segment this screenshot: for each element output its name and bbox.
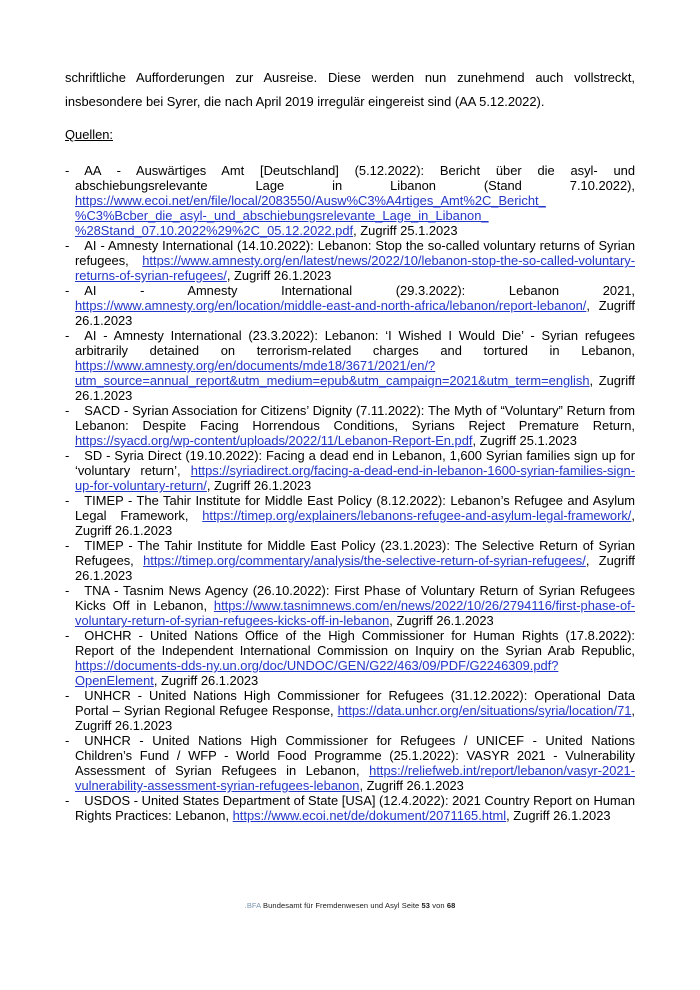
source-item-tna <box>65 583 635 628</box>
source-text: AI - Amnesty International (14.10.2022): Lebanon: Stop the so-called voluntary returns of Syrian refugees, <box>75 238 635 268</box>
source-link[interactable]: https://reliefweb.int/report/lebanon/vasyr-2021-vulnerability-assessment-syrian-refugees-lebanon <box>75 763 635 793</box>
source-access-text: , Zugriff 26.1.2023 <box>75 553 635 583</box>
sources-heading: Quellen: <box>65 127 114 142</box>
source-access-text: , Zugriff 26.1.2023 <box>153 673 259 688</box>
source-text: USDOS - United States Department of State [USA] (12.4.2022): 2021 Country Report on Human Rights Practices: Lebanon, <box>75 793 635 823</box>
bullet-dash: - <box>65 163 70 178</box>
bfa-logo: BFA <box>246 901 261 910</box>
bullet-dash: - <box>65 403 70 418</box>
source-text: UNHCR - United Nations High Commissioner for Refugees (31.12.2022): Operational Data Portal – Syrian Regional Refugee Response, <box>75 688 635 718</box>
source-text: AA - Auswärtiges Amt [Deutschland] (5.12.2022): Bericht über die asyl- und abschiebungsrelevante Lage in Libanon (Stand 7.10.2022), <box>75 163 635 193</box>
footer-page-label: Seite <box>401 901 422 910</box>
bullet-dash: - <box>65 493 70 508</box>
source-link[interactable]: https://www.ecoi.net/de/dokument/2071165.html <box>232 808 507 823</box>
source-access-text: , Zugriff 26.1.2023 <box>206 478 312 493</box>
source-link[interactable]: https://timep.org/commentary/analysis/the-selective-return-of-syrian-refugees/ <box>143 553 586 568</box>
source-text: TIMEP - The Tahir Institute for Middle East Policy (8.12.2022): Lebanon’s Refugee and Asylum Legal Framework, <box>75 493 635 523</box>
source-link[interactable]: https://syriadirect.org/facing-a-dead-end-in-lebanon-1600-syrian-families-sign-up-for-voluntary-return/ <box>75 463 635 493</box>
source-access-text: , Zugriff 26.1.2023 <box>75 373 635 403</box>
source-text: AI - Amnesty International (23.3.2022): Lebanon: ‘I Wished I Would Die’ - Syrian refugees arbitrarily detained on terrorism-related charges and tortured in Lebanon, <box>75 328 635 358</box>
source-link[interactable]: https://www.ecoi.net/en/file/local/2083550/Ausw%C3%A4rtiges_Amt%2C_Bericht_ %C3%Bcber_die_asyl-_und_abschiebungsrelevante_Lage_in_Libanon_ %28Stand_07.10.2022%29%2C_05.12.2022.pdf <box>75 193 546 238</box>
page-footer <box>0 901 700 911</box>
bfa-logo-dot: . <box>244 901 247 910</box>
source-access-text: , Zugriff 26.1.2023 <box>75 298 635 328</box>
source-item-ai-1 <box>65 238 635 283</box>
source-access-text: , Zugriff 25.1.2023 <box>472 433 577 448</box>
bullet-dash: - <box>65 328 70 343</box>
source-item-sacd <box>65 403 635 448</box>
source-item-ai-3 <box>65 328 635 403</box>
bullet-dash: - <box>65 448 70 463</box>
source-access-text: , Zugriff 26.1.2023 <box>506 808 611 823</box>
source-link[interactable]: https://www.amnesty.org/en/documents/mde18/3671/2021/en/? utm_source=annual_report&utm_medium=epub&utm_campaign=2021&utm_term=english <box>75 358 590 388</box>
source-link[interactable]: https://www.tasnimnews.com/en/news/2022/10/26/2794116/first-phase-of-voluntary-return-of-syrian-refugees-kicks-off-in-lebanon <box>75 598 635 628</box>
source-link[interactable]: https://www.amnesty.org/en/latest/news/2022/10/lebanon-stop-the-so-called-voluntary-returns-of-syrian-refugees/ <box>75 253 635 283</box>
bullet-dash: - <box>65 238 70 253</box>
bullet-dash: - <box>65 733 70 748</box>
footer-page-total: 68 <box>446 901 456 910</box>
footer-page-number: 53 <box>421 901 431 910</box>
source-text: AI - Amnesty International (29.3.2022): Lebanon 2021, <box>84 283 635 298</box>
source-item-ohchr <box>65 628 635 688</box>
bullet-dash: - <box>65 793 70 808</box>
source-access-text: , Zugriff 26.1.2023 <box>359 778 464 793</box>
source-item-timep-1 <box>65 493 635 538</box>
source-access-text: , Zugriff 26.1.2023 <box>75 703 635 733</box>
source-access-text: , Zugriff 26.1.2023 <box>75 508 635 538</box>
source-item-unhcr-2 <box>65 733 635 793</box>
source-item-unhcr-1 <box>65 688 635 733</box>
source-text: OHCHR - United Nations Office of the High Commissioner for Human Rights (17.8.2022): Report of the Independent International Commission on Inquiry on the Syrian Arab Republic, <box>75 628 635 658</box>
source-access-text: , Zugriff 26.1.2023 <box>389 613 494 628</box>
source-access-text: , Zugriff 25.1.2023 <box>353 223 458 238</box>
source-link[interactable]: https://documents-dds-ny.un.org/doc/UNDOC/GEN/G22/463/09/PDF/G2246309.pdf? OpenElement <box>75 658 559 688</box>
sources-list <box>65 163 635 823</box>
bullet-dash: - <box>65 583 70 598</box>
source-text: TIMEP - The Tahir Institute for Middle East Policy (23.1.2023): The Selective Return of Syrian Refugees, <box>75 538 635 568</box>
bullet-dash: - <box>65 628 70 643</box>
source-text: SACD - Syrian Association for Citizens’ Dignity (7.11.2022): The Myth of “Voluntary” Return from Lebanon: Despite Facing Horrendous Conditions, Syrians Reject Premature Return, <box>75 403 635 433</box>
source-access-text: , Zugriff 26.1.2023 <box>226 268 332 283</box>
source-item-aa <box>65 163 635 238</box>
footer-org-name: Bundesamt für Fremdenwesen und Asyl <box>260 901 402 910</box>
source-item-ai-2 <box>65 283 635 328</box>
footer-of-label: von <box>430 901 447 910</box>
source-text: SD - Syria Direct (19.10.2022): Facing a dead end in Lebanon, 1,600 Syrian families sign up for ‘voluntary return’, <box>75 448 635 478</box>
source-link[interactable]: https://www.amnesty.org/en/location/middle-east-and-north-africa/lebanon/report-lebanon/ <box>75 298 587 313</box>
source-text: TNA - Tasnim News Agency (26.10.2022): First Phase of Voluntary Return of Syrian Refugees Kicks Off in Lebanon, <box>75 583 635 613</box>
source-item-timep-2 <box>65 538 635 583</box>
bullet-dash: - <box>65 283 70 298</box>
source-text: UNHCR - United Nations High Commissioner for Refugees / UNICEF - United Nations Children’s Fund / WFP - World Food Programme (25.1.2022): VASYR 2021 - Vulnerability Assessment of Syrian Refugees in Lebanon, <box>75 733 635 778</box>
source-item-sd <box>65 448 635 493</box>
bullet-dash: - <box>65 538 70 553</box>
source-link[interactable]: https://syacd.org/wp-content/uploads/2022/11/Lebanon-Report-En.pdf <box>75 433 473 448</box>
source-link[interactable]: https://timep.org/explainers/lebanons-refugee-and-asylum-legal-framework/ <box>202 508 632 523</box>
intro-paragraph: schriftliche Aufforderungen zur Ausreise. Diese werden nun zunehmend auch vollstreckt, insbesondere bei Syrer, die nach April 2019 irregulär eingereist sind (AA 5.12.2022). <box>65 70 635 109</box>
page-content <box>65 66 635 823</box>
bullet-dash: - <box>65 688 70 703</box>
source-link[interactable]: https://data.unhcr.org/en/situations/syria/location/71 <box>337 703 632 718</box>
source-item-usdos <box>65 793 635 823</box>
